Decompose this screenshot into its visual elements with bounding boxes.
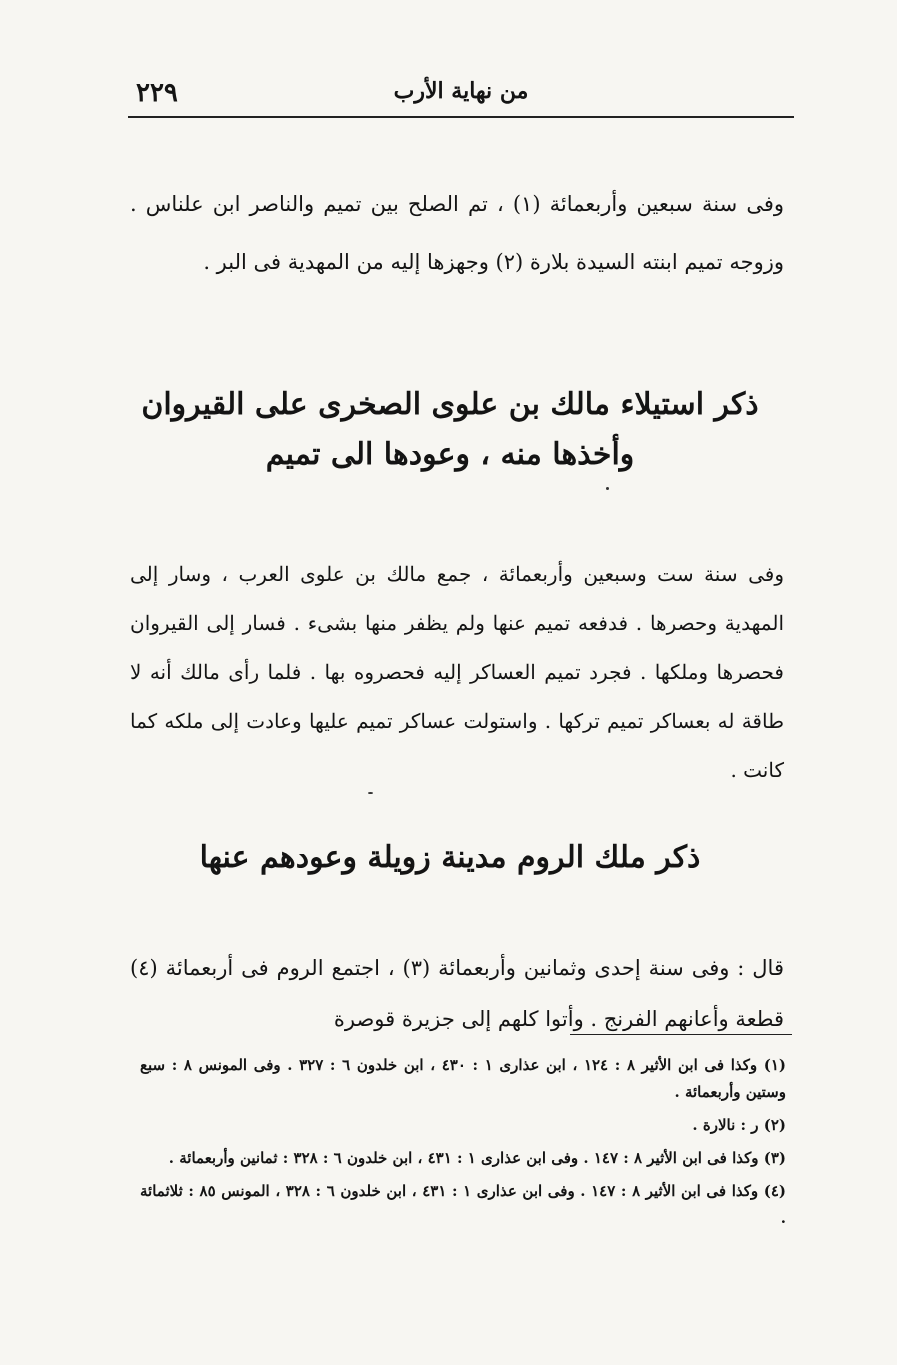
page-number: ٢٢٩ — [136, 78, 178, 108]
footnote-1: (١) وكذا فى ابن الأثير ٨ : ١٢٤ ، ابن عذارى ١ : ٤٣٠ ، ابن خلدون ٦ : ٣٢٧ . وفى المونس ٨ : سبع وستين وأربعمائة . — [140, 1056, 787, 1101]
footnote-3: (٣) وكذا فى ابن الأثير ٨ : ١٤٧ . وفى ابن عذارى ١ : ٤٣١ ، ابن خلدون ٦ : ٣٢٨ : ثمانين وأربعمائة . — [168, 1149, 786, 1167]
header-rule — [128, 116, 794, 118]
running-title: من نهاية الأرب — [393, 78, 529, 104]
paragraph-1: وفى سنة سبعين وأربعمائة (١) ، تم الصلح بين تميم والناصر ابن علناس . وزوجه تميم ابنته السيدة بلارة (٢) وجهزها إليه من المهدية فى البر . — [130, 192, 785, 274]
section-heading-1 — [110, 380, 790, 480]
footnote-2: (٢) ر : نالارة . — [692, 1116, 786, 1134]
heading-1-line-2: وأخذها منه ، وعودها الى تميم — [265, 437, 635, 472]
paragraph-3: قال : وفى سنة إحدى وثمانين وأربعمائة (٣) ، اجتمع الروم فى أربعمائة (٤) قطعة وأعانهم الفرنج . وأتوا كلهم إلى جزيرة قوصرة — [130, 956, 784, 1031]
page-header — [128, 74, 794, 118]
footnote-4: (٤) وكذا فى ابن الأثير ٨ : ١٤٧ . وفى ابن عذارى ١ : ٤٣١ ، ابن خلدون ٦ : ٣٢٨ ، المونس ٨٥ : ثلاثمائة . — [140, 1182, 786, 1227]
print-speck — [606, 487, 609, 490]
paragraph-2: وفى سنة ست وسبعين وأربعمائة ، جمع مالك بن علوى العرب ، وسار إلى المهدية وحصرها . فدفعه تميم عنها ولم يظفر منها بشىء . فسار إلى القيروان فحصرها وملكها . فجرد تميم العساكر إليه فحصروه بها . فلما رأى مالك أنه لا طاقة له بعساكر تميم تركها . واستولت عساكر تميم عليها وعادت إلى ملكه كما كانت . — [130, 562, 784, 782]
footnotes — [140, 1052, 786, 1238]
print-speck — [368, 792, 373, 794]
heading-1-line-1: ذكر استيلاء مالك بن علوى الصخرى على القيروان — [141, 387, 759, 422]
section-heading-2: ذكر ملك الروم مدينة زويلة وعودهم عنها — [199, 840, 701, 875]
footnote-rule — [570, 1034, 792, 1035]
